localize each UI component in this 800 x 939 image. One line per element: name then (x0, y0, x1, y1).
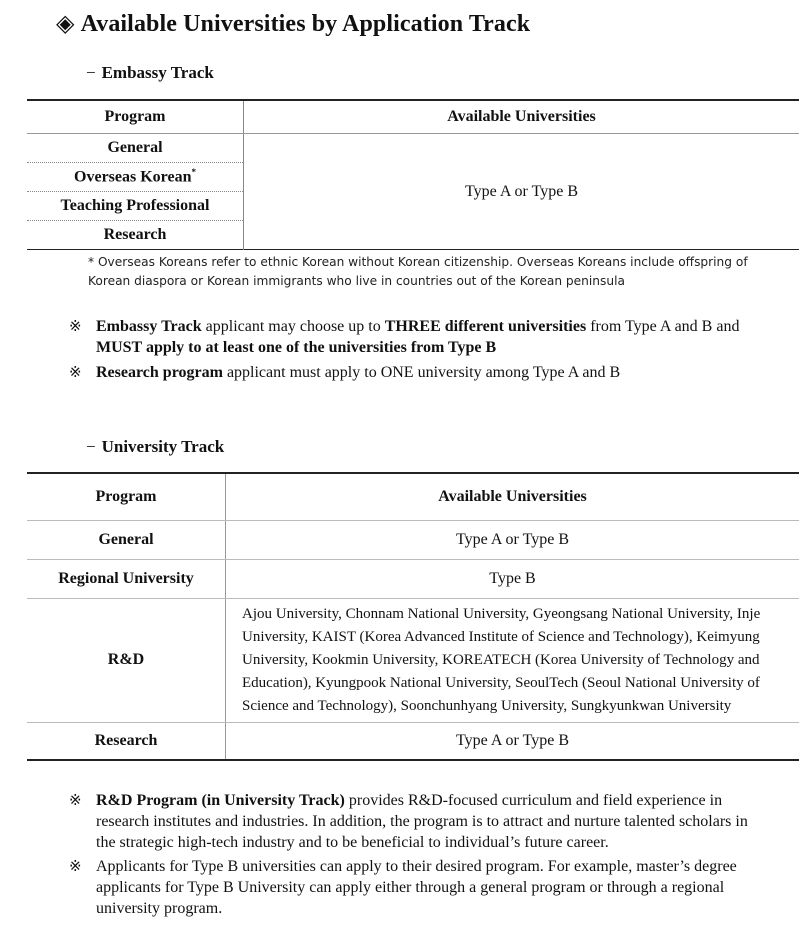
note-bold: R&D Program (in University Track) (96, 792, 345, 809)
program-cell: General (27, 134, 244, 163)
note-bold: THREE different universities (384, 318, 587, 335)
page-title (56, 8, 530, 38)
universities-cell: Type B (226, 559, 800, 598)
footnote-marker: * (191, 167, 196, 178)
table-row (27, 134, 799, 163)
note-text: from Type A and B and (586, 318, 740, 335)
note-text: applicant must apply to ONE university among Type A and B (222, 364, 621, 381)
note-embassy-choices (69, 316, 776, 358)
program-cell: Teaching Professional (27, 192, 244, 221)
reference-mark-icon: ※ (69, 363, 82, 381)
reference-mark-icon: ※ (69, 317, 82, 335)
embassy-track-table (27, 99, 799, 250)
note-text: applicant may choose up to (201, 318, 385, 335)
table-header-row (27, 100, 799, 134)
reference-mark-icon: ※ (69, 791, 82, 809)
table-row (27, 598, 799, 722)
reference-mark-icon: ※ (69, 857, 82, 875)
column-header-universities: Available Universities (226, 473, 800, 520)
table-row (27, 520, 799, 559)
table-row (27, 722, 799, 760)
note-type-b-applicants (69, 856, 771, 919)
page-title-text: Available Universities by Application Track (80, 11, 531, 37)
program-cell: Research (27, 221, 244, 250)
embassy-track-heading (86, 63, 214, 83)
program-cell: R&D (27, 598, 226, 722)
universities-cell: Type A or Type B (226, 520, 800, 559)
footnote: * Overseas Koreans refer to ethnic Korean without Korean citizenship. Overseas Koreans include offspring of Korean diaspora or Korean immigrants who live in countries out of the Korean peninsula (88, 255, 748, 288)
university-track-heading-text: University Track (101, 437, 225, 456)
table-row (27, 559, 799, 598)
university-track-heading (86, 437, 224, 457)
embassy-track-heading-text: Embassy Track (101, 63, 214, 82)
program-cell-text: Overseas Korean (74, 168, 192, 186)
note-rnd-program (69, 790, 771, 853)
note-text: Applicants for Type B universities can apply to their desired program. For example, master’s degree applicants for Type B University can apply either through a general program or through a regional university program. (96, 858, 737, 917)
note-bold: MUST apply to at least one of the universities from Type B (96, 339, 497, 356)
dash-bullet: − (86, 437, 96, 456)
universities-cell: Ajou University, Chonnam National University, Gyeongsang National University, Inje University, KAIST (Korea Advanced Institute of Science and Technology), Keimyung University, Kookmin University, KOREATECH (Korea University of Technology and Education), Kyungpook National University, SeoulTech (Seoul National University of Science and Technology), Soonchunhyang University, Sungkyunkwan University (226, 598, 800, 722)
column-header-program: Program (27, 473, 226, 520)
diamond-bullet-icon: ◈ (56, 11, 75, 37)
university-track-table (27, 472, 799, 761)
program-cell (27, 163, 244, 192)
table-header-row (27, 473, 799, 520)
column-header-universities: Available Universities (244, 100, 800, 134)
universities-cell: Type A or Type B (455, 731, 569, 749)
dash-bullet: − (86, 63, 96, 82)
program-cell: Research (27, 722, 226, 760)
column-header-program: Program (27, 100, 244, 134)
note-bold: Research program (96, 364, 223, 381)
note-bold: Embassy Track (96, 318, 202, 335)
program-cell: Regional University (27, 559, 226, 598)
program-cell: General (27, 520, 226, 559)
universities-cell: Type A or Type B (464, 182, 578, 200)
note-text: provides R&D-focused curriculum and field experience in research institutes and industries. In addition, the program is to attract and nurture talented scholars in the strategic high-tech industry and to be beneficial to individual’s future career. (96, 792, 748, 851)
note-research-program (69, 362, 776, 383)
